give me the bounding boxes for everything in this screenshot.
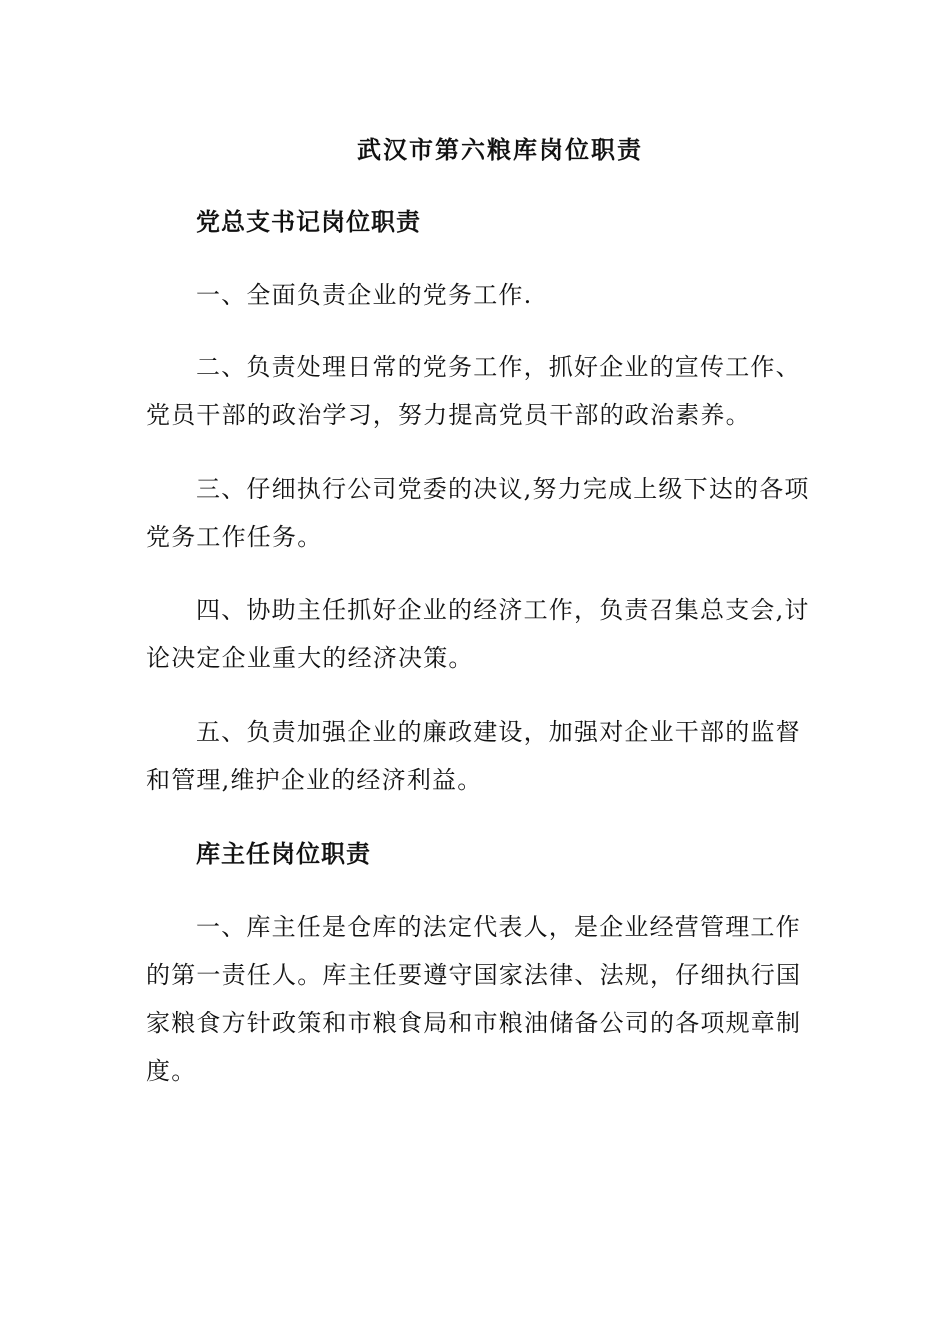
paragraph: 一、全面负责企业的党务工作.	[196, 281, 533, 309]
section-heading-depot-director: 库主任岗位职责	[196, 839, 371, 868]
paragraph: 五、负责加强企业的廉政建设，加强对企业干部的监督和管理,维护企业的经济利益。	[146, 718, 801, 794]
section-heading-party-secretary: 党总支书记岗位职责	[196, 207, 421, 236]
paragraph: 二、负责处理日常的党务工作，抓好企业的宣传工作、党员干部的政治学习，努力提高党员干部的政治素养。	[146, 353, 801, 429]
paragraph: 一、库主任是仓库的法定代表人，是企业经营管理工作的第一责任人。库主任要遵守国家法律、法规，仔细执行国家粮食方针政策和市粮食局和市粮油储备公司的各项规章制度。	[146, 913, 802, 1085]
paragraph: 三、仔细执行公司党委的决议,努力完成上级下达的各项党务工作任务。	[146, 475, 810, 551]
paragraph: 四、协助主任抓好企业的经济工作，负责召集总支会,讨论决定企业重大的经济决策。	[146, 596, 810, 672]
document-title: 武汉市第六粮库岗位职责	[357, 135, 643, 164]
